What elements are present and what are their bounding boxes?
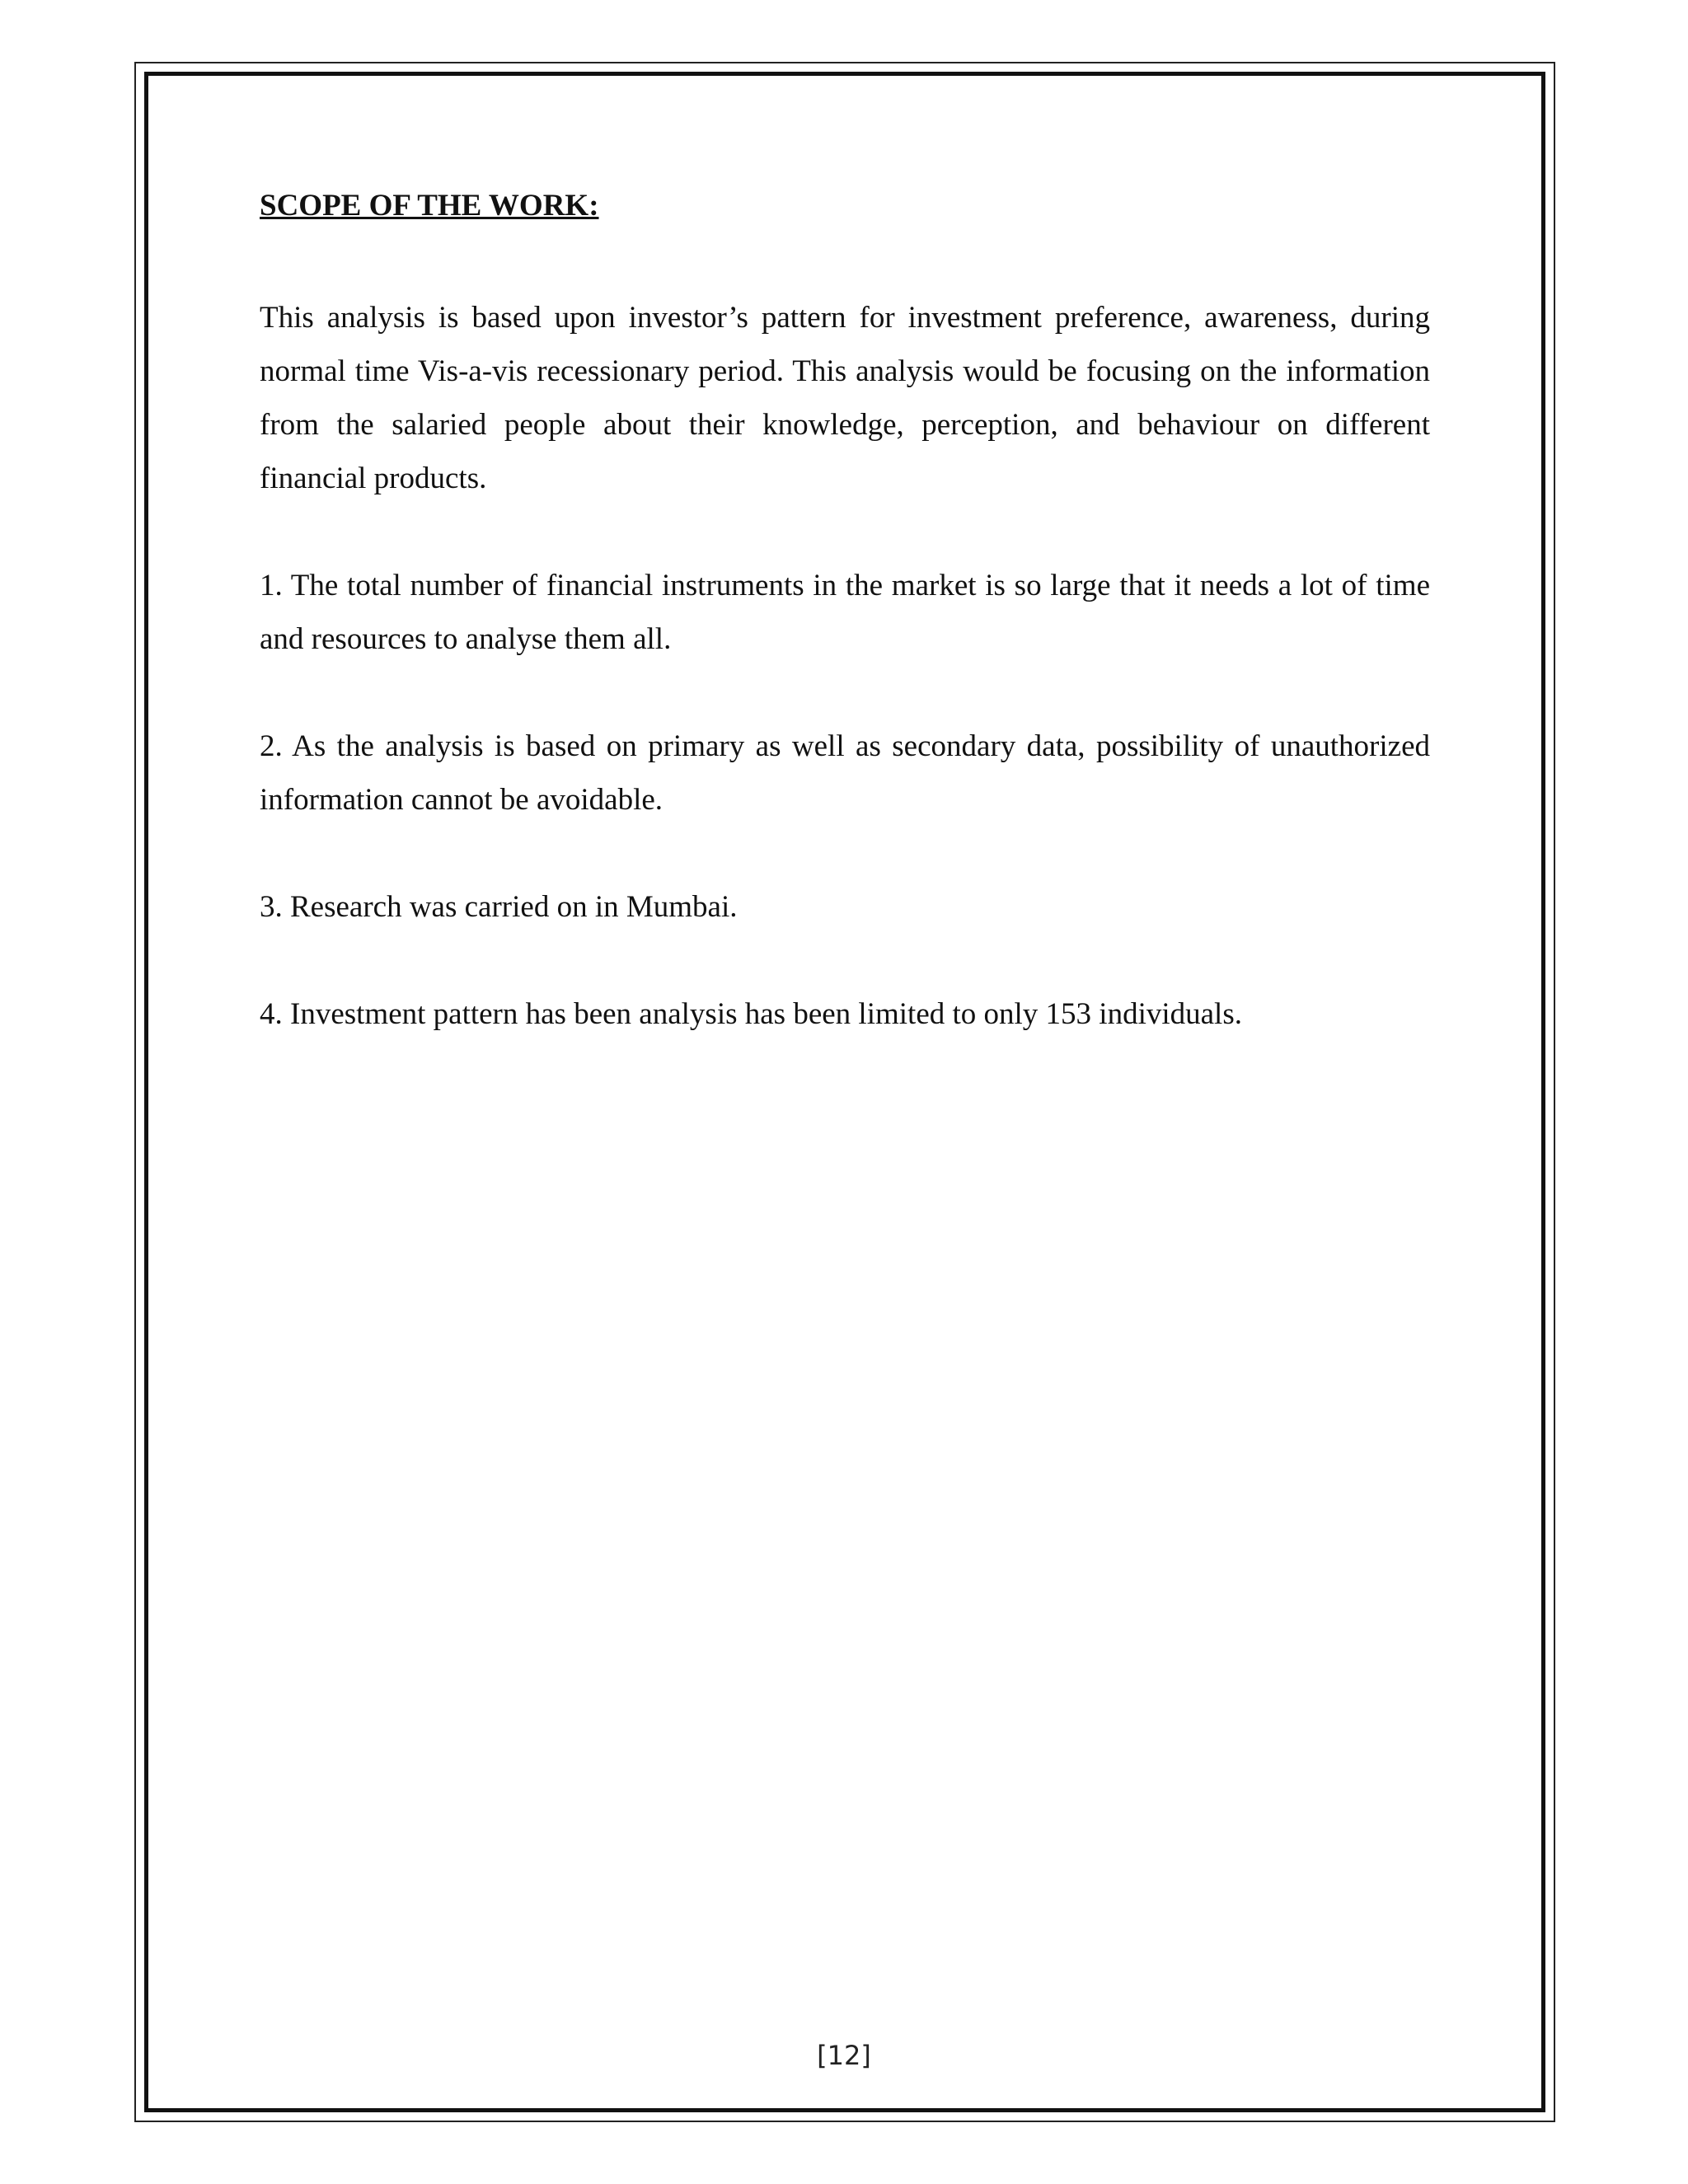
page-number: [12] [817, 2040, 871, 2071]
intro-paragraph: This analysis is based upon investor’s pattern for investment preference, awareness, during normal time Vis-a-vis recessionary period. This analysis would be focusing on the information from the salaried people about their knowledge, perception, and behaviour on different financial products. [260, 301, 1430, 495]
scope-point-2: 2. As the analysis is based on primary as well as secondary data, possibility of unauthorized information cannot be avoidable. [260, 729, 1430, 817]
scope-point-4: 4. Investment pattern has been analysis has been limited to only 153 individuals. [260, 997, 1242, 1031]
page-content [260, 185, 1430, 1094]
section-heading: SCOPE OF THE WORK: [260, 189, 599, 223]
scope-point-3: 3. Research was carried on in Mumbai. [260, 890, 738, 924]
scope-point-1: 1. The total number of financial instruments in the market is so large that it needs a lot of time and resources to analyse them all. [260, 569, 1430, 656]
